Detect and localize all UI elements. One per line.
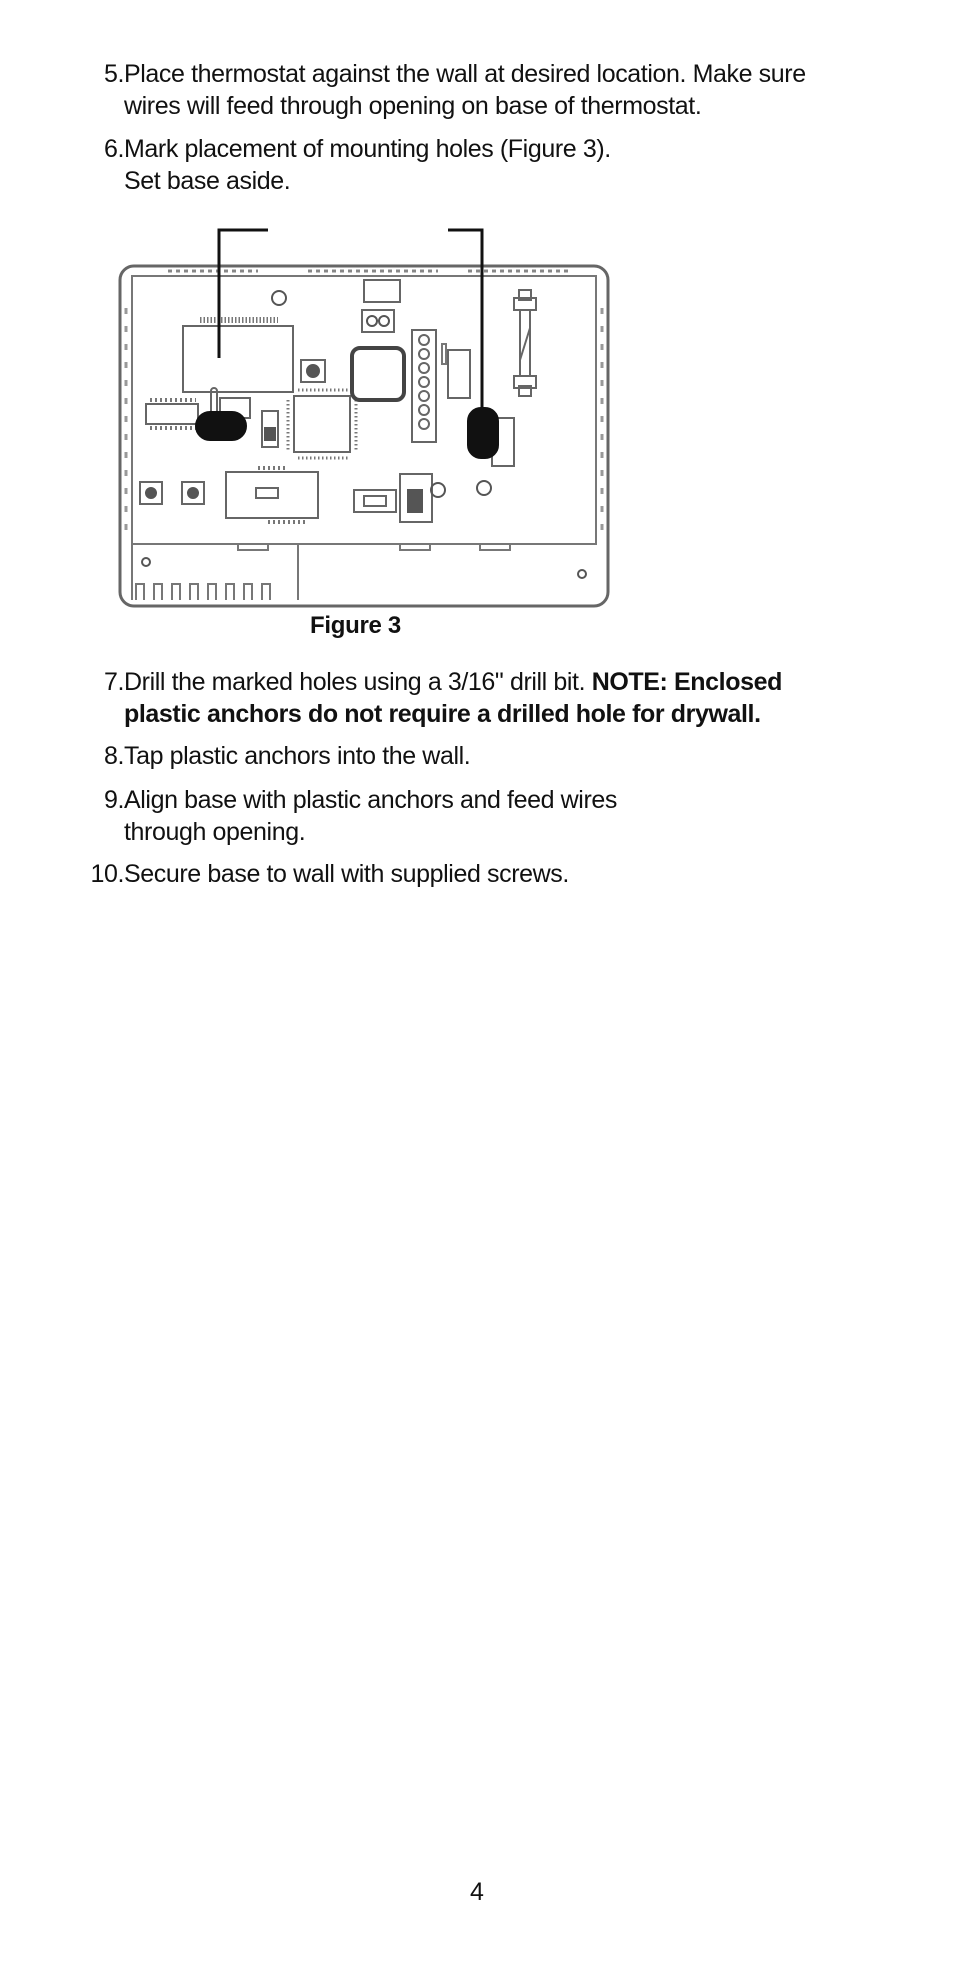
- chip: [146, 404, 198, 424]
- step-line: Place thermostat against the wall at desired location. Make sure: [124, 60, 806, 88]
- step-line: Align base with plastic anchors and feed wires: [124, 786, 617, 814]
- step-text: [124, 740, 874, 772]
- step-number: 10.: [90, 860, 124, 888]
- step-line: [124, 666, 874, 698]
- step-note-bold: plastic anchors do not require a drilled hole for drywall.: [124, 700, 761, 728]
- step-line: Tap plastic anchors into the wall.: [124, 742, 471, 770]
- step-number: 8.: [103, 742, 124, 770]
- step-line: Mark placement of mounting holes (Figure 3).: [124, 135, 611, 163]
- step-text: [124, 784, 874, 848]
- step-text: [124, 858, 874, 890]
- bottom-teeth: [136, 584, 270, 600]
- step-line: wires will feed through opening on base of thermostat.: [124, 92, 702, 120]
- step-line: Secure base to wall with supplied screws.: [124, 860, 569, 888]
- step-line: Set base aside.: [124, 167, 291, 195]
- fuse: [514, 290, 536, 396]
- step-text: [124, 58, 874, 122]
- mounting-hole-right: [468, 408, 498, 458]
- display-module: [183, 326, 293, 392]
- page-number: 4: [470, 1878, 484, 1906]
- step-number: 5.: [103, 60, 124, 88]
- step-text-normal: Drill the marked holes using a 3/16" drill bit.: [124, 668, 592, 696]
- mounting-hole-leader-left: [219, 230, 268, 358]
- mounting-hole-left: [196, 412, 246, 440]
- square-component: [352, 348, 404, 400]
- step-number: 9.: [103, 786, 124, 814]
- thermostat-base-illustration: [108, 228, 618, 608]
- microcontroller-chip: [294, 396, 350, 452]
- figure-caption: Figure 3: [310, 612, 401, 639]
- step-text: [124, 133, 874, 197]
- screw-hole-small: [142, 558, 150, 566]
- mounting-hole-leader-right: [448, 230, 482, 408]
- slide-switch: [226, 472, 318, 518]
- step-number: 7.: [103, 668, 124, 696]
- base-outer-frame: [120, 266, 608, 606]
- step-text: [124, 666, 874, 730]
- step-line: through opening.: [124, 818, 306, 846]
- step-note-bold: NOTE: Enclosed: [591, 668, 782, 696]
- step-number: 6.: [103, 135, 124, 163]
